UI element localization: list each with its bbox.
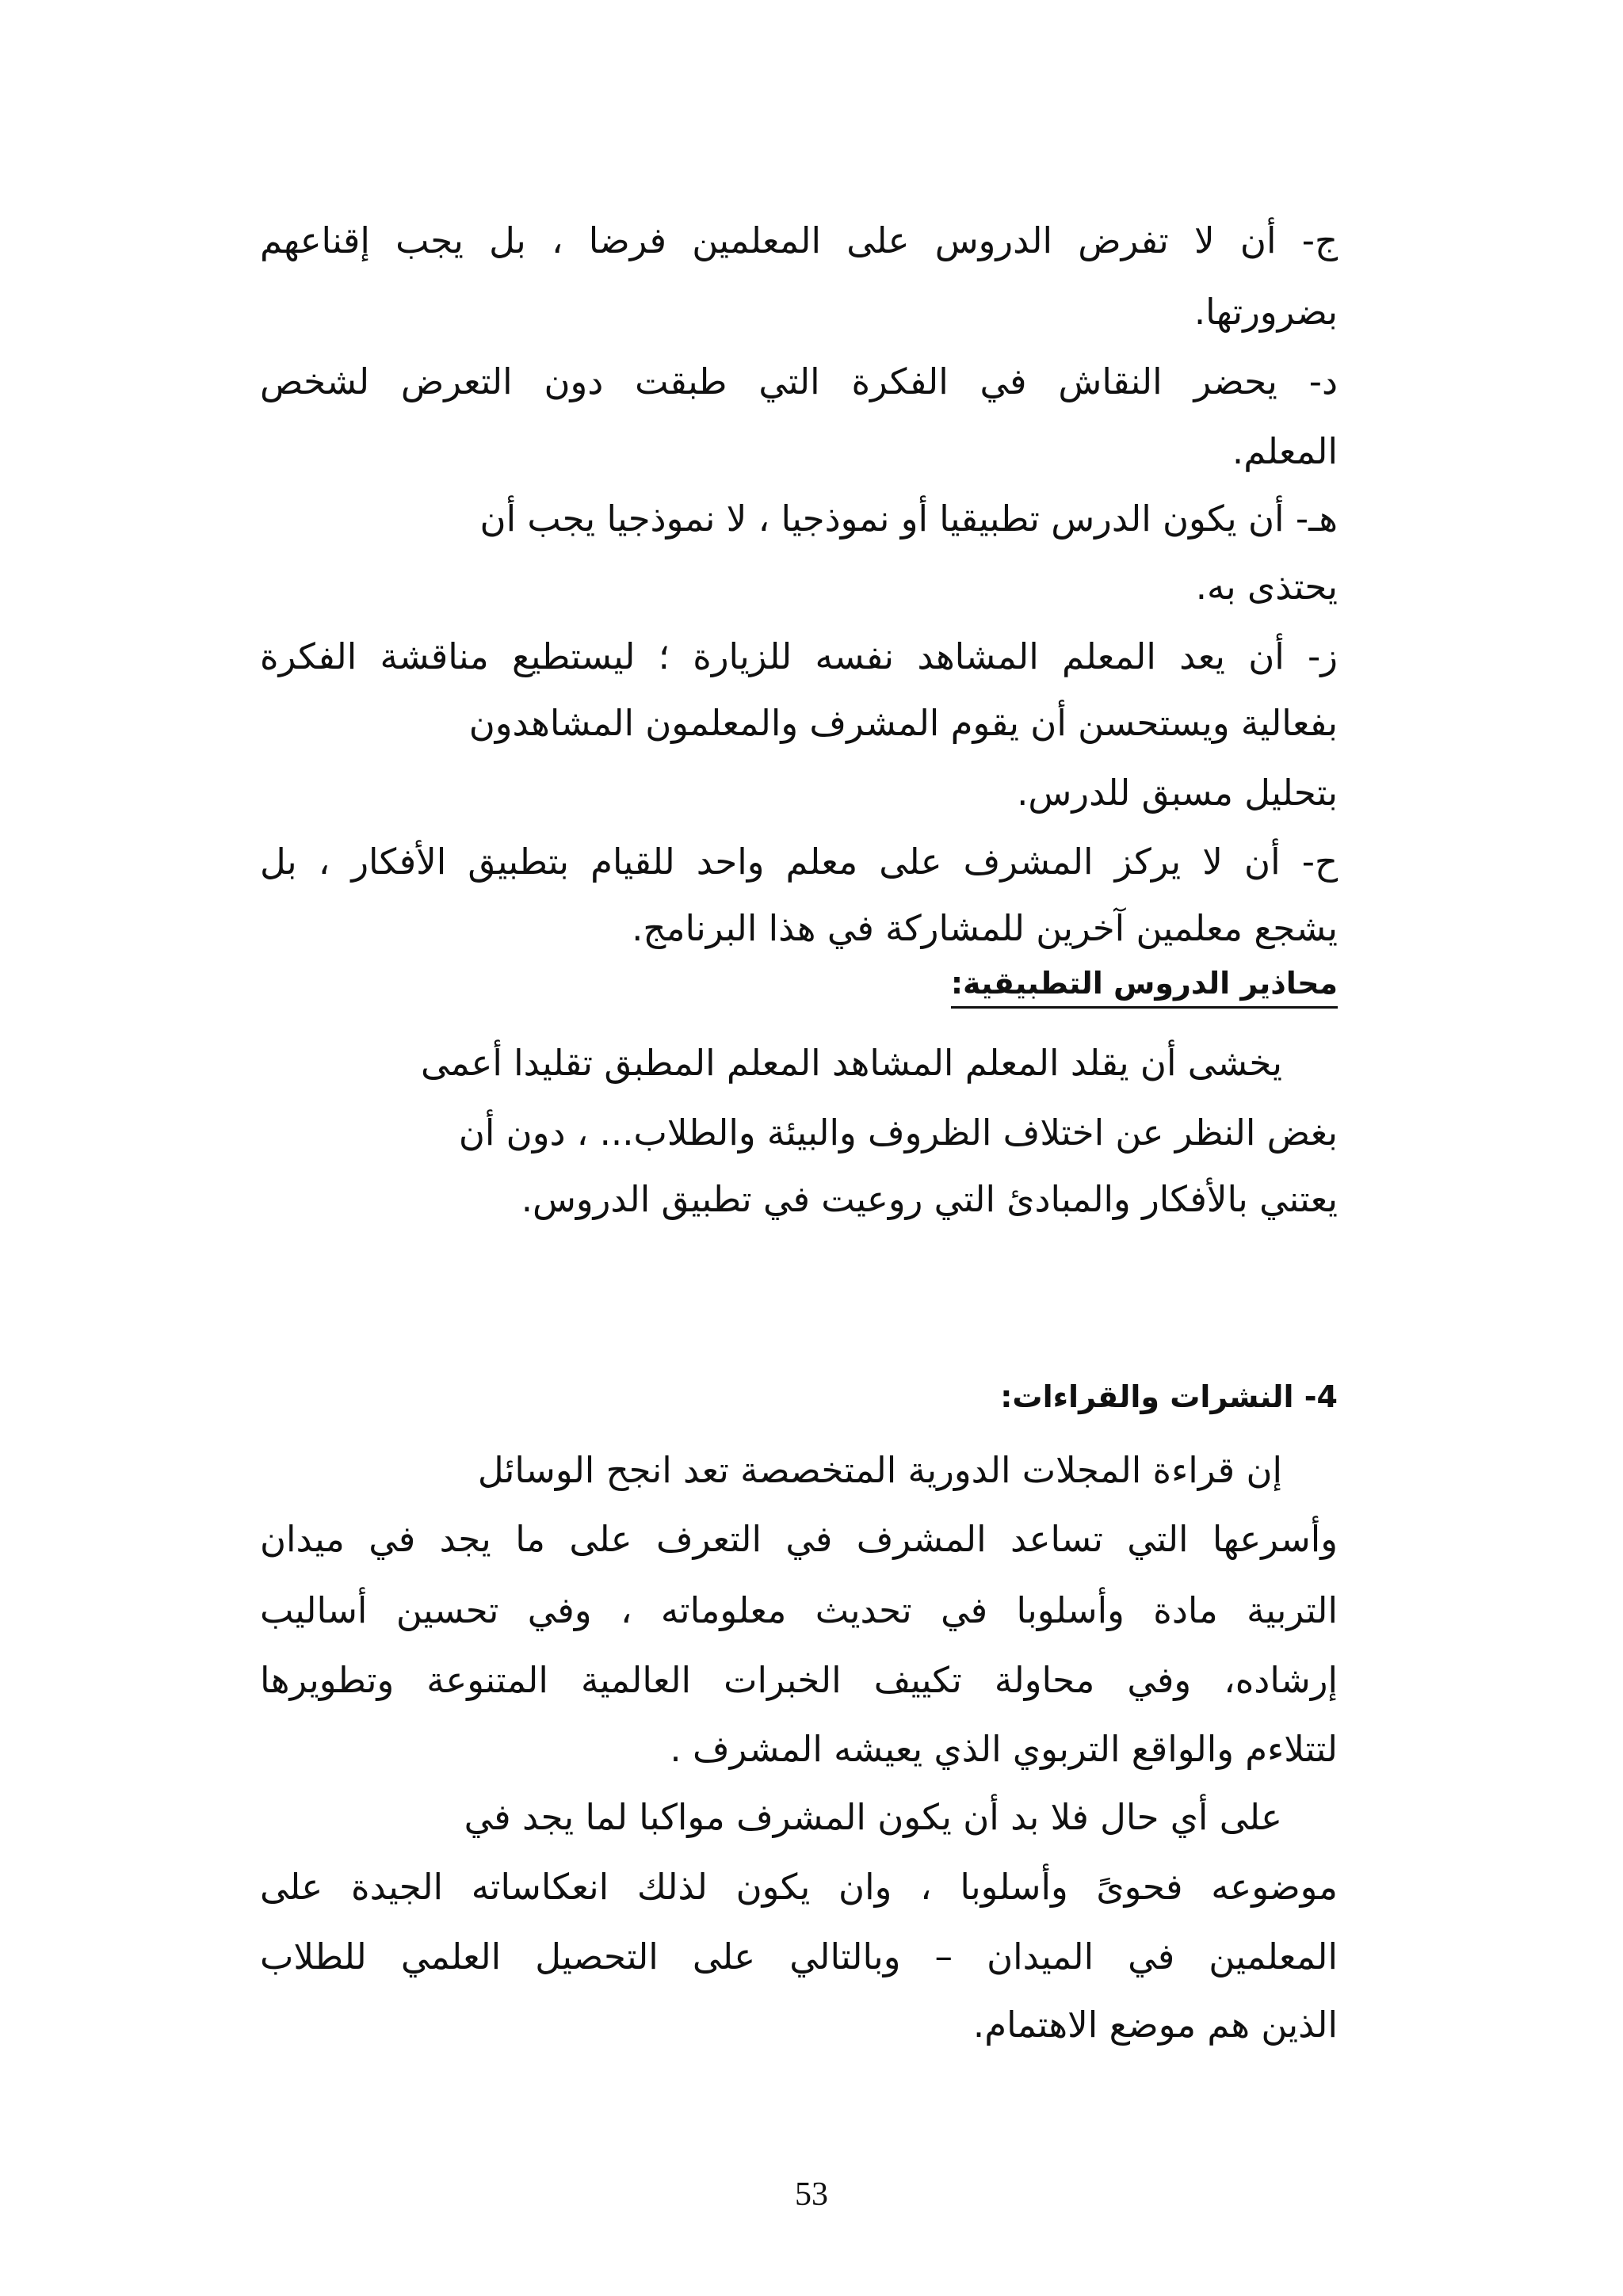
text-line: ح- أن لا يركز المشرف على معلم واحد للقيام بتطبيق الأفكار ، بل (260, 841, 1338, 883)
text-line: إن قراءة المجلات الدورية المتخصصة تعد انجح الوسائل (477, 1449, 1282, 1491)
section-heading: 4- النشرات والقراءات: (1000, 1379, 1338, 1414)
text-line: بضرورتها. (1193, 291, 1338, 333)
text-line: بتحليل مسبق للدرس. (1017, 772, 1338, 814)
text-line: لتتلاءم والواقع التربوي الذي يعيشه المشرف . (670, 1728, 1338, 1770)
text-line: ج- أن لا تفرض الدروس على المعلمين فرضا ، بل يجب إقناعهم (260, 219, 1338, 261)
text-line: يخشى أن يقلد المعلم المشاهد المعلم المطبق تقليدا أعمى (420, 1042, 1282, 1084)
text-line: يعتني بالأفكار والمبادئ التي روعيت في تطبيق الدروس. (521, 1178, 1338, 1220)
text-line: المعلمين في الميدان – وبالتالي على التحصيل العلمي للطلاب (260, 1936, 1338, 1978)
text-line: موضوعه فحوىً وأسلوبا ، وان يكون لذلك انعكاساته الجيدة على (260, 1866, 1338, 1908)
text-line: الذين هم موضع الاهتمام. (972, 2004, 1338, 2046)
page-number: 53 (795, 2176, 828, 2213)
text-line: ز- أن يعد المعلم المشاهد نفسه للزيارة ؛ ليستطيع مناقشة الفكرة (260, 635, 1338, 677)
text-line: إرشاده، وفي محاولة تكييف الخبرات العالمية المتنوعة وتطويرها (260, 1659, 1338, 1701)
text-line: وأسرعها التي تساعد المشرف في التعرف على ما يجد في ميدان (260, 1518, 1338, 1560)
text-line: على أي حال فلا بد أن يكون المشرف مواكبا لما يجد في (464, 1796, 1282, 1838)
text-line: هـ- أن يكون الدرس تطبيقيا أو نموذجيا ، لا نموذجيا يجب أن (479, 498, 1338, 540)
text-line: يشجع معلمين آخرين للمشاركة في هذا البرنامج. (632, 907, 1338, 949)
section-heading: محاذير الدروس التطبيقية: (951, 963, 1338, 1009)
text-line: يحتذى به. (1195, 566, 1338, 608)
text-line: بفعالية ويستحسن أن يقوم المشرف والمعلمون المشاهدون (468, 702, 1338, 744)
text-line: المعلم. (1232, 430, 1338, 472)
text-line: بغض النظر عن اختلاف الظروف والبيئة والطلاب... ، دون أن (458, 1112, 1338, 1154)
text-line: د- يحضر النقاش في الفكرة التي طبقت دون التعرض لشخص (260, 360, 1338, 402)
text-line: التربية مادة وأسلوبا في تحديث معلوماته ، وفي تحسين أساليب (260, 1589, 1338, 1631)
